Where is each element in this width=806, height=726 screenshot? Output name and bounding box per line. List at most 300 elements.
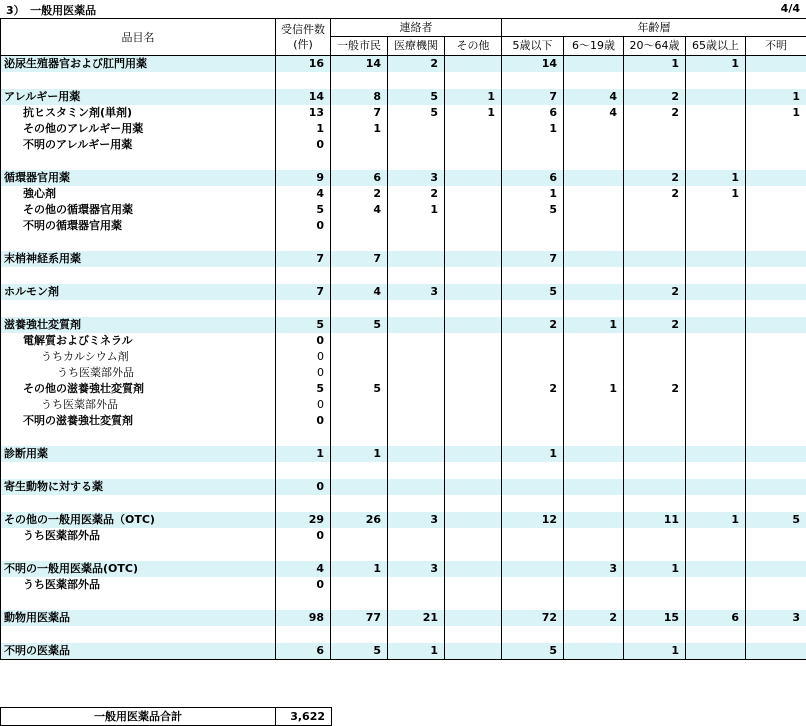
spacer-row xyxy=(1,429,806,446)
value-cell xyxy=(388,218,445,234)
value-cell: 6 xyxy=(331,170,388,186)
value-cell: 4 xyxy=(564,89,624,105)
value-cell: 72 xyxy=(502,610,564,626)
value-cell: 3 xyxy=(388,284,445,300)
value-cell xyxy=(331,218,388,234)
empty-cell xyxy=(331,593,388,610)
value-cell: 5 xyxy=(276,381,331,397)
value-cell: 5 xyxy=(276,317,331,333)
empty-cell xyxy=(445,495,502,512)
empty-cell xyxy=(746,234,806,251)
header-age-0-5: 5歳以下 xyxy=(502,37,564,56)
table-row xyxy=(1,610,806,626)
value-cell: 0 xyxy=(276,137,331,153)
row-label: 強心剤 xyxy=(1,186,276,202)
table-row xyxy=(1,577,806,593)
value-cell xyxy=(445,413,502,429)
value-cell xyxy=(746,479,806,495)
value-cell: 0 xyxy=(276,577,331,593)
header-received: 受信件数 (件) xyxy=(276,19,331,56)
value-cell: 21 xyxy=(388,610,445,626)
value-cell: 0 xyxy=(276,365,331,381)
value-cell: 5 xyxy=(502,284,564,300)
value-cell xyxy=(564,202,624,218)
value-cell xyxy=(686,349,746,365)
value-cell xyxy=(564,121,624,137)
value-cell xyxy=(746,333,806,349)
value-cell xyxy=(502,479,564,495)
empty-cell xyxy=(746,495,806,512)
empty-cell xyxy=(564,234,624,251)
value-cell xyxy=(388,333,445,349)
page-number: 4/4 xyxy=(780,2,800,15)
header-contact-other: その他 xyxy=(445,37,502,56)
value-cell xyxy=(502,397,564,413)
row-label: うち医薬部外品 xyxy=(1,365,276,381)
empty-cell xyxy=(1,153,276,170)
value-cell xyxy=(686,528,746,544)
value-cell xyxy=(686,381,746,397)
empty-cell xyxy=(624,234,686,251)
value-cell: 2 xyxy=(388,56,445,73)
empty-cell xyxy=(686,462,746,479)
empty-cell xyxy=(564,495,624,512)
empty-cell xyxy=(564,300,624,317)
row-label: うち医薬部外品 xyxy=(1,528,276,544)
value-cell xyxy=(388,479,445,495)
value-cell xyxy=(445,349,502,365)
row-label: 電解質およびミネラル xyxy=(1,333,276,349)
value-cell: 2 xyxy=(502,317,564,333)
empty-cell xyxy=(276,593,331,610)
value-cell: 4 xyxy=(564,105,624,121)
value-cell: 6 xyxy=(502,170,564,186)
empty-cell xyxy=(276,153,331,170)
value-cell xyxy=(445,186,502,202)
empty-cell xyxy=(276,495,331,512)
value-cell xyxy=(388,528,445,544)
value-cell xyxy=(388,381,445,397)
value-cell xyxy=(331,333,388,349)
row-label: 末梢神経系用薬 xyxy=(1,251,276,267)
value-cell: 1 xyxy=(388,202,445,218)
empty-cell xyxy=(445,462,502,479)
value-cell xyxy=(624,577,686,593)
value-cell: 0 xyxy=(276,333,331,349)
header-contact-medical: 医療機関 xyxy=(388,37,445,56)
value-cell xyxy=(564,137,624,153)
value-cell xyxy=(624,479,686,495)
grand-total xyxy=(0,707,332,726)
empty-cell xyxy=(564,544,624,561)
empty-cell xyxy=(502,153,564,170)
value-cell xyxy=(331,413,388,429)
row-label: 抗ヒスタミン剤(単剤) xyxy=(1,105,276,121)
value-cell: 1 xyxy=(624,56,686,73)
value-cell xyxy=(564,251,624,267)
value-cell xyxy=(746,202,806,218)
table-row xyxy=(1,413,806,429)
empty-cell xyxy=(331,462,388,479)
empty-cell xyxy=(445,267,502,284)
value-cell xyxy=(502,218,564,234)
empty-cell xyxy=(388,462,445,479)
value-cell: 9 xyxy=(276,170,331,186)
empty-cell xyxy=(502,495,564,512)
value-cell xyxy=(686,397,746,413)
value-cell xyxy=(564,512,624,528)
value-cell xyxy=(746,381,806,397)
value-cell: 11 xyxy=(624,512,686,528)
empty-cell xyxy=(746,153,806,170)
value-cell xyxy=(564,333,624,349)
value-cell: 1 xyxy=(388,643,445,660)
empty-cell xyxy=(686,593,746,610)
empty-cell xyxy=(276,234,331,251)
empty-cell xyxy=(1,544,276,561)
empty-cell xyxy=(686,495,746,512)
empty-cell xyxy=(388,626,445,643)
total-label: 一般用医薬品合計 xyxy=(1,708,276,726)
empty-cell xyxy=(445,429,502,446)
row-label: うち医薬部外品 xyxy=(1,397,276,413)
value-cell xyxy=(746,170,806,186)
value-cell xyxy=(445,170,502,186)
spacer-row xyxy=(1,462,806,479)
empty-cell xyxy=(388,300,445,317)
value-cell xyxy=(445,381,502,397)
value-cell: 12 xyxy=(502,512,564,528)
value-cell: 26 xyxy=(331,512,388,528)
value-cell: 1 xyxy=(564,317,624,333)
empty-cell xyxy=(686,72,746,89)
table-row xyxy=(1,56,806,73)
value-cell xyxy=(746,643,806,660)
value-cell: 5 xyxy=(502,643,564,660)
value-cell xyxy=(445,251,502,267)
table-row xyxy=(1,105,806,121)
value-cell: 0 xyxy=(276,413,331,429)
value-cell xyxy=(746,561,806,577)
table-row xyxy=(1,397,806,413)
empty-cell xyxy=(331,544,388,561)
value-cell xyxy=(746,577,806,593)
value-cell xyxy=(564,577,624,593)
value-cell xyxy=(445,397,502,413)
section-title: 3） 一般用医薬品 xyxy=(6,4,97,17)
empty-cell xyxy=(686,626,746,643)
value-cell: 1 xyxy=(564,381,624,397)
value-cell xyxy=(686,121,746,137)
empty-cell xyxy=(331,267,388,284)
empty-cell xyxy=(388,234,445,251)
value-cell: 2 xyxy=(624,381,686,397)
value-cell xyxy=(388,137,445,153)
row-label: その他の一般用医薬品（OTC) xyxy=(1,512,276,528)
table-row xyxy=(1,561,806,577)
value-cell xyxy=(388,446,445,462)
value-cell: 7 xyxy=(276,251,331,267)
empty-cell xyxy=(564,429,624,446)
empty-cell xyxy=(686,429,746,446)
value-cell xyxy=(331,479,388,495)
value-cell xyxy=(624,202,686,218)
value-cell: 4 xyxy=(276,561,331,577)
empty-cell xyxy=(276,72,331,89)
value-cell: 5 xyxy=(388,105,445,121)
spacer-row xyxy=(1,544,806,561)
value-cell xyxy=(388,317,445,333)
value-cell xyxy=(686,202,746,218)
value-cell xyxy=(445,479,502,495)
value-cell xyxy=(686,413,746,429)
empty-cell xyxy=(624,626,686,643)
value-cell xyxy=(624,121,686,137)
value-cell: 15 xyxy=(624,610,686,626)
value-cell xyxy=(746,121,806,137)
value-cell: 1 xyxy=(502,446,564,462)
header-age-unknown: 不明 xyxy=(746,37,806,56)
value-cell: 5 xyxy=(502,202,564,218)
value-cell xyxy=(445,121,502,137)
value-cell xyxy=(564,186,624,202)
value-cell: 16 xyxy=(276,56,331,73)
row-label: その他のアレルギー用薬 xyxy=(1,121,276,137)
value-cell xyxy=(564,218,624,234)
empty-cell xyxy=(388,72,445,89)
value-cell: 4 xyxy=(276,186,331,202)
value-cell xyxy=(564,170,624,186)
value-cell xyxy=(564,397,624,413)
empty-cell xyxy=(686,544,746,561)
table-row xyxy=(1,365,806,381)
table-row xyxy=(1,446,806,462)
value-cell: 0 xyxy=(276,479,331,495)
empty-cell xyxy=(564,153,624,170)
table-row xyxy=(1,186,806,202)
table-row xyxy=(1,89,806,105)
empty-cell xyxy=(564,593,624,610)
value-cell xyxy=(746,397,806,413)
value-cell: 14 xyxy=(331,56,388,73)
value-cell: 3 xyxy=(564,561,624,577)
empty-cell xyxy=(746,626,806,643)
value-cell: 0 xyxy=(276,397,331,413)
value-cell xyxy=(388,251,445,267)
row-label: ホルモン剤 xyxy=(1,284,276,300)
value-cell xyxy=(564,284,624,300)
value-cell xyxy=(445,333,502,349)
value-cell: 13 xyxy=(276,105,331,121)
value-cell: 2 xyxy=(564,610,624,626)
row-label: 泌尿生殖器官および肛門用薬 xyxy=(1,56,276,73)
empty-cell xyxy=(276,267,331,284)
value-cell xyxy=(445,202,502,218)
value-cell xyxy=(331,528,388,544)
value-cell xyxy=(624,218,686,234)
empty-cell xyxy=(1,267,276,284)
empty-cell xyxy=(746,72,806,89)
row-label: うち医薬部外品 xyxy=(1,577,276,593)
value-cell xyxy=(445,56,502,73)
value-cell xyxy=(686,317,746,333)
empty-cell xyxy=(276,544,331,561)
empty-cell xyxy=(1,234,276,251)
value-cell xyxy=(686,479,746,495)
table-row xyxy=(1,528,806,544)
value-cell: 1 xyxy=(624,643,686,660)
empty-cell xyxy=(276,429,331,446)
empty-cell xyxy=(1,495,276,512)
value-cell: 5 xyxy=(746,512,806,528)
value-cell: 3 xyxy=(388,561,445,577)
value-cell xyxy=(445,137,502,153)
empty-cell xyxy=(746,544,806,561)
value-cell: 3 xyxy=(746,610,806,626)
value-cell xyxy=(746,137,806,153)
empty-cell xyxy=(624,429,686,446)
empty-cell xyxy=(331,72,388,89)
value-cell xyxy=(331,365,388,381)
value-cell: 1 xyxy=(331,561,388,577)
value-cell: 5 xyxy=(331,381,388,397)
empty-cell xyxy=(331,495,388,512)
value-cell xyxy=(624,365,686,381)
row-label: 不明の一般用医薬品(OTC) xyxy=(1,561,276,577)
value-cell: 1 xyxy=(624,561,686,577)
value-cell: 2 xyxy=(388,186,445,202)
value-cell xyxy=(686,446,746,462)
row-label: 不明のアレルギー用薬 xyxy=(1,137,276,153)
value-cell xyxy=(624,137,686,153)
value-cell: 6 xyxy=(502,105,564,121)
value-cell: 98 xyxy=(276,610,331,626)
row-label: その他の滋養強壮変質剤 xyxy=(1,381,276,397)
empty-cell xyxy=(746,300,806,317)
spacer-row xyxy=(1,267,806,284)
empty-cell xyxy=(276,462,331,479)
value-cell xyxy=(624,397,686,413)
value-cell: 1 xyxy=(502,121,564,137)
value-cell xyxy=(624,251,686,267)
value-cell xyxy=(388,121,445,137)
row-label: 不明の滋養強壮変質剤 xyxy=(1,413,276,429)
row-label: 診断用薬 xyxy=(1,446,276,462)
header-contact-group: 連絡者 xyxy=(331,19,502,37)
value-cell xyxy=(445,512,502,528)
value-cell xyxy=(445,577,502,593)
value-cell: 1 xyxy=(686,56,746,73)
empty-cell xyxy=(502,267,564,284)
table-row xyxy=(1,251,806,267)
row-label: その他の循環器官用薬 xyxy=(1,202,276,218)
value-cell xyxy=(746,317,806,333)
table-row xyxy=(1,202,806,218)
table-row xyxy=(1,349,806,365)
value-cell xyxy=(686,643,746,660)
value-cell: 2 xyxy=(624,89,686,105)
value-cell: 1 xyxy=(331,121,388,137)
value-cell xyxy=(624,528,686,544)
value-cell: 1 xyxy=(502,186,564,202)
value-cell: 0 xyxy=(276,349,331,365)
value-cell xyxy=(686,365,746,381)
value-cell xyxy=(746,186,806,202)
value-cell xyxy=(746,284,806,300)
value-cell xyxy=(502,137,564,153)
empty-cell xyxy=(746,593,806,610)
empty-cell xyxy=(624,300,686,317)
empty-cell xyxy=(1,300,276,317)
empty-cell xyxy=(686,234,746,251)
empty-cell xyxy=(1,626,276,643)
value-cell xyxy=(686,333,746,349)
value-cell xyxy=(388,365,445,381)
spacer-row xyxy=(1,495,806,512)
value-cell xyxy=(624,333,686,349)
value-cell xyxy=(746,218,806,234)
row-label: 循環器官用薬 xyxy=(1,170,276,186)
empty-cell xyxy=(388,593,445,610)
table-row xyxy=(1,643,806,660)
empty-cell xyxy=(502,234,564,251)
value-cell: 1 xyxy=(686,512,746,528)
empty-cell xyxy=(746,462,806,479)
total-value: 3,622 xyxy=(276,708,332,726)
empty-cell xyxy=(276,626,331,643)
empty-cell xyxy=(445,153,502,170)
value-cell xyxy=(445,610,502,626)
value-cell: 7 xyxy=(331,251,388,267)
value-cell xyxy=(624,446,686,462)
empty-cell xyxy=(388,153,445,170)
value-cell xyxy=(331,397,388,413)
empty-cell xyxy=(388,267,445,284)
empty-cell xyxy=(331,626,388,643)
empty-cell xyxy=(686,267,746,284)
value-cell xyxy=(502,528,564,544)
header-item-name: 品目名 xyxy=(1,19,276,56)
empty-cell xyxy=(624,267,686,284)
value-cell xyxy=(746,528,806,544)
value-cell xyxy=(686,284,746,300)
value-cell xyxy=(686,577,746,593)
value-cell: 2 xyxy=(624,317,686,333)
value-cell: 6 xyxy=(686,610,746,626)
empty-cell xyxy=(502,626,564,643)
empty-cell xyxy=(564,462,624,479)
table-row xyxy=(1,333,806,349)
empty-cell xyxy=(502,593,564,610)
header-age-6-19: 6～19歳 xyxy=(564,37,624,56)
empty-cell xyxy=(331,429,388,446)
value-cell: 5 xyxy=(276,202,331,218)
table-row xyxy=(1,121,806,137)
table-row xyxy=(1,317,806,333)
value-cell xyxy=(445,528,502,544)
value-cell xyxy=(564,643,624,660)
value-cell xyxy=(331,137,388,153)
empty-cell xyxy=(502,72,564,89)
value-cell xyxy=(686,137,746,153)
value-cell: 77 xyxy=(331,610,388,626)
value-cell xyxy=(746,251,806,267)
value-cell xyxy=(746,349,806,365)
empty-cell xyxy=(388,429,445,446)
empty-cell xyxy=(331,234,388,251)
value-cell xyxy=(564,413,624,429)
row-label: 滋養強壮変質剤 xyxy=(1,317,276,333)
